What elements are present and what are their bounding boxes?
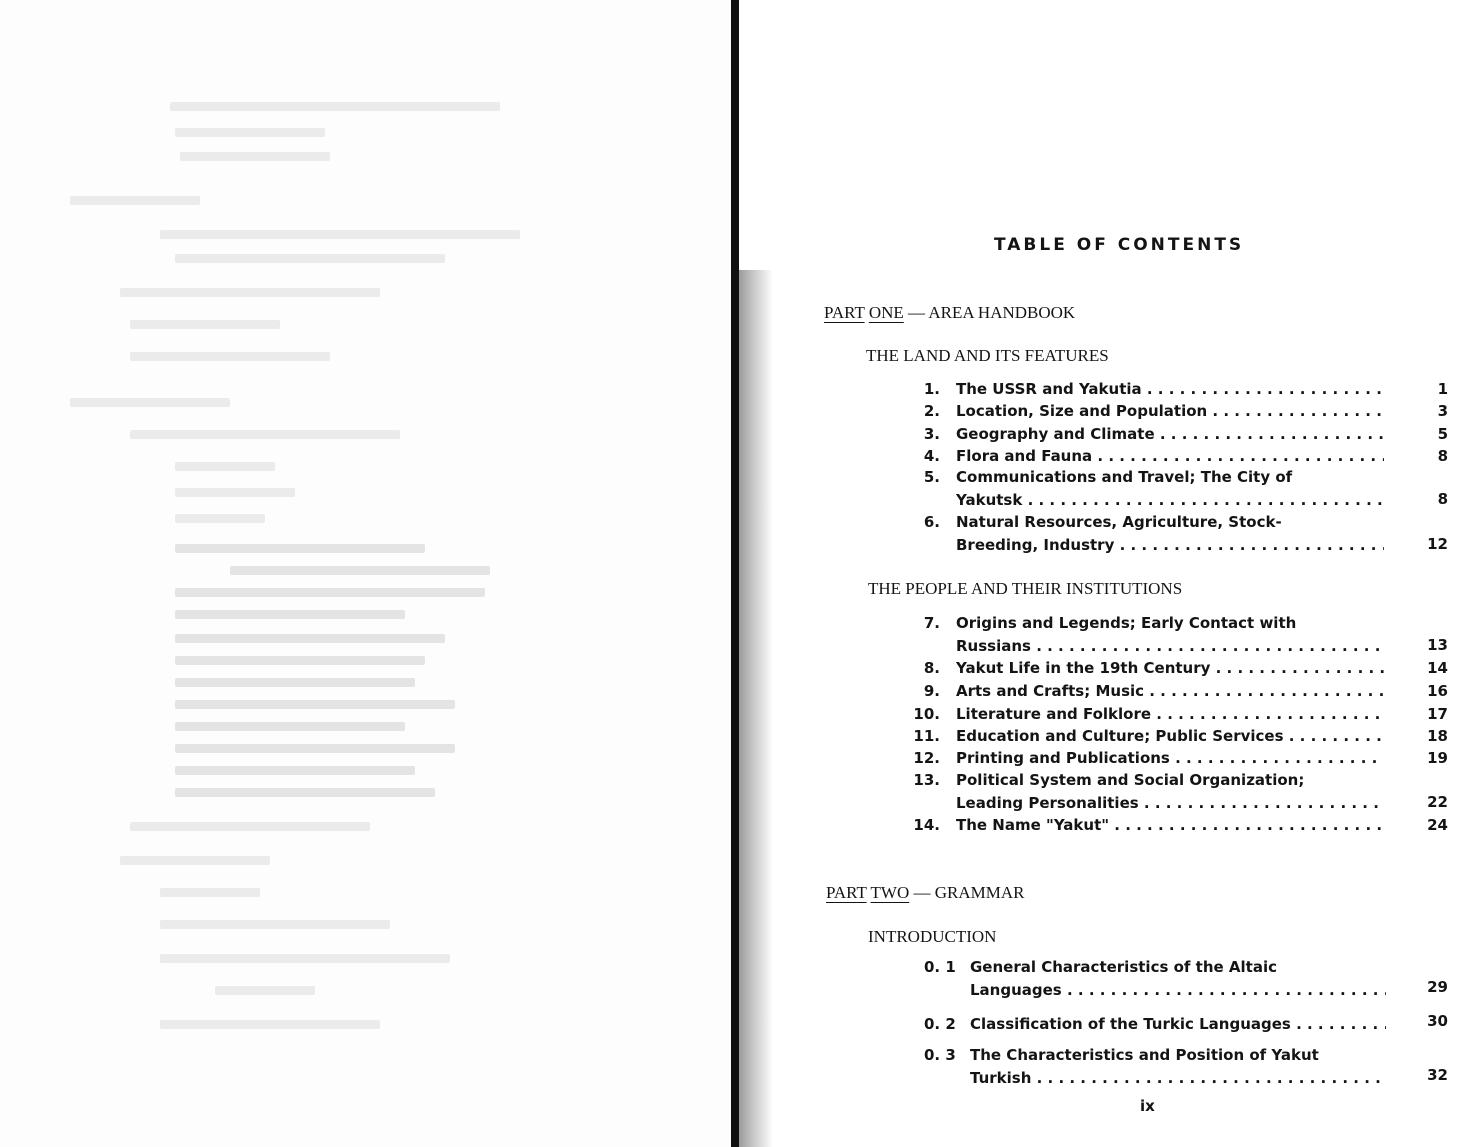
faded-text-line [175, 744, 455, 753]
part-number: TWO [870, 883, 910, 902]
toc-entry[interactable] [910, 814, 1450, 836]
entry-title [956, 703, 1384, 726]
entry-title [956, 445, 1384, 468]
toc-entry[interactable] [910, 445, 1450, 467]
entry-title [956, 378, 1384, 401]
entry-title-line: Education and Culture; Public Services . . . [956, 725, 1384, 748]
entry-page: 5 [1437, 425, 1448, 443]
toc-entry[interactable] [910, 378, 1450, 400]
toc-entry[interactable] [910, 747, 1450, 769]
faded-text-line [175, 128, 325, 137]
entry-title [956, 466, 1384, 511]
entry-title-line: Natural Resources, Agriculture, Stock- [956, 513, 1282, 531]
faded-text-line [175, 462, 275, 471]
entry-page: 12 [1427, 535, 1448, 553]
toc-entry[interactable] [910, 769, 1450, 814]
entry-number: 0. 2 [924, 1015, 956, 1033]
entry-title [956, 680, 1384, 703]
entry-title-line: Arts and Crafts; Music . . . [956, 680, 1384, 703]
faded-text-line [175, 700, 455, 709]
part-one-heading [824, 303, 1075, 323]
entry-title [970, 1013, 1386, 1036]
entry-title [970, 956, 1386, 1001]
faded-text-line [175, 634, 445, 643]
faded-text-line [175, 656, 425, 665]
entry-number: 12. [913, 749, 940, 767]
faded-text-line [230, 566, 490, 575]
entry-number: 5. [923, 468, 940, 486]
entry-number: 2. [923, 402, 940, 420]
entry-title [956, 769, 1384, 814]
entry-title [956, 657, 1384, 680]
part-label: PART [824, 303, 865, 322]
part-number: ONE [868, 303, 904, 322]
toc-entry[interactable] [910, 423, 1450, 445]
faded-text-line [170, 102, 500, 111]
entry-page: 30 [1427, 1012, 1448, 1030]
faded-text-line [175, 722, 405, 731]
entry-number: 13. [913, 771, 940, 789]
entry-title [956, 511, 1384, 556]
entry-page: 24 [1427, 816, 1448, 834]
toc-entry[interactable] [910, 680, 1450, 702]
entry-page: 18 [1427, 727, 1448, 745]
faded-text-line [130, 352, 330, 361]
entry-title-line: Yakut Life in the 19th Century . . . [956, 657, 1384, 680]
entry-title [956, 747, 1384, 770]
entry-title-line: Leading Personalities . . . [956, 792, 1384, 815]
entry-title-line: Origins and Legends; Early Contact with [956, 614, 1297, 632]
entry-page: 32 [1427, 1066, 1448, 1084]
page-number: ix [1140, 1097, 1155, 1115]
part-two-heading [826, 883, 1025, 903]
section-heading-people: THE PEOPLE AND THEIR INSTITUTIONS [868, 579, 1183, 598]
entry-page: 1 [1437, 380, 1448, 398]
faded-text-line [160, 1020, 380, 1029]
entry-title [956, 612, 1384, 657]
entry-title [956, 814, 1384, 837]
toc-entry[interactable] [910, 703, 1450, 725]
entry-number: 7. [923, 614, 940, 632]
section-heading-land: THE LAND AND ITS FEATURES [866, 346, 1109, 365]
faded-text-line [175, 610, 405, 619]
entry-page: 16 [1427, 682, 1448, 700]
entry-number: 11. [913, 727, 940, 745]
faded-text-line [130, 320, 280, 329]
entry-page: 8 [1437, 447, 1448, 465]
faded-text-line [175, 488, 295, 497]
entry-title [956, 400, 1384, 423]
faded-text-line [215, 986, 315, 995]
entry-title [956, 423, 1384, 446]
faded-text-line [175, 678, 415, 687]
book-gutter [731, 0, 739, 1147]
entry-title [970, 1044, 1386, 1089]
entry-number: 0. 1 [924, 958, 956, 976]
entry-page: 3 [1437, 402, 1448, 420]
entry-title-line: The USSR and Yakutia . . . [956, 378, 1384, 401]
faded-text-line [130, 822, 370, 831]
faded-text-line [160, 888, 260, 897]
entry-number: 14. [913, 816, 940, 834]
toc-entry[interactable] [910, 612, 1450, 657]
toc-entry[interactable] [910, 511, 1450, 556]
entry-title-line: Flora and Fauna . . . [956, 445, 1384, 468]
entry-number: 6. [923, 513, 940, 531]
entry-title-line: Communications and Travel; The City of [956, 468, 1293, 486]
toc-entry[interactable] [924, 956, 1454, 1001]
toc-entry[interactable] [910, 400, 1450, 422]
entry-number: 10. [913, 705, 940, 723]
faded-text-line [175, 514, 265, 523]
entry-title-line: Breeding, Industry . . . [956, 534, 1384, 557]
toc-entry[interactable] [924, 1013, 1454, 1035]
entry-page: 22 [1427, 793, 1448, 811]
entry-title-line: Classification of the Turkic Languages . . . [970, 1013, 1386, 1036]
entry-title-line: Russians . . . [956, 635, 1384, 658]
toc-entry[interactable] [910, 657, 1450, 679]
entry-page: 29 [1427, 978, 1448, 996]
entry-page: 8 [1437, 490, 1448, 508]
faded-text-line [175, 544, 425, 553]
entry-page: 17 [1427, 705, 1448, 723]
left-page-bleedthrough [0, 0, 732, 1147]
entry-number: 4. [923, 447, 940, 465]
faded-text-line [175, 788, 435, 797]
entry-title-line: Languages . . . [970, 979, 1386, 1002]
faded-text-line [160, 954, 450, 963]
faded-text-line [160, 920, 390, 929]
entry-number: 9. [923, 682, 940, 700]
entry-page: 13 [1427, 636, 1448, 654]
entry-title-line: Yakutsk . . . [956, 489, 1384, 512]
toc-page [740, 0, 1482, 1147]
faded-text-line [70, 196, 200, 205]
entry-title [956, 725, 1384, 748]
section-heading-introduction: INTRODUCTION [868, 927, 997, 946]
part-label: PART [826, 883, 867, 902]
part-title: — GRAMMAR [913, 883, 1025, 902]
part-title: — AREA HANDBOOK [908, 303, 1076, 322]
faded-text-line [160, 230, 520, 239]
entry-number: 3. [923, 425, 940, 443]
entry-title-line: Location, Size and Population . . . [956, 400, 1384, 423]
toc-entry[interactable] [924, 1044, 1454, 1089]
entry-title-line: Printing and Publications . . . [956, 747, 1384, 770]
toc-entry[interactable] [910, 725, 1450, 747]
faded-text-line [180, 152, 330, 161]
entry-page: 14 [1427, 659, 1448, 677]
faded-text-line [70, 398, 230, 407]
faded-text-line [175, 254, 445, 263]
entry-title-line: Turkish . . . [970, 1067, 1386, 1090]
entry-title-line: The Characteristics and Position of Yakut [970, 1046, 1319, 1064]
toc-entry[interactable] [910, 466, 1450, 511]
faded-text-line [120, 288, 380, 297]
faded-text-line [130, 430, 400, 439]
entry-number: 1. [923, 380, 940, 398]
faded-text-line [175, 766, 415, 775]
toc-title: TABLE OF CONTENTS [994, 235, 1245, 255]
entry-title-line: Literature and Folklore . . . [956, 703, 1384, 726]
entry-title-line: Political System and Social Organization; [956, 771, 1305, 789]
entry-number: 0. 3 [924, 1046, 956, 1064]
faded-text-line [120, 856, 270, 865]
entry-title-line: Geography and Climate . . . [956, 423, 1384, 446]
entry-title-line: The Name "Yakut" . . . [956, 814, 1384, 837]
faded-text-line [175, 588, 485, 597]
entry-page: 19 [1427, 749, 1448, 767]
entry-title-line: General Characteristics of the Altaic [970, 958, 1277, 976]
entry-number: 8. [923, 659, 940, 677]
